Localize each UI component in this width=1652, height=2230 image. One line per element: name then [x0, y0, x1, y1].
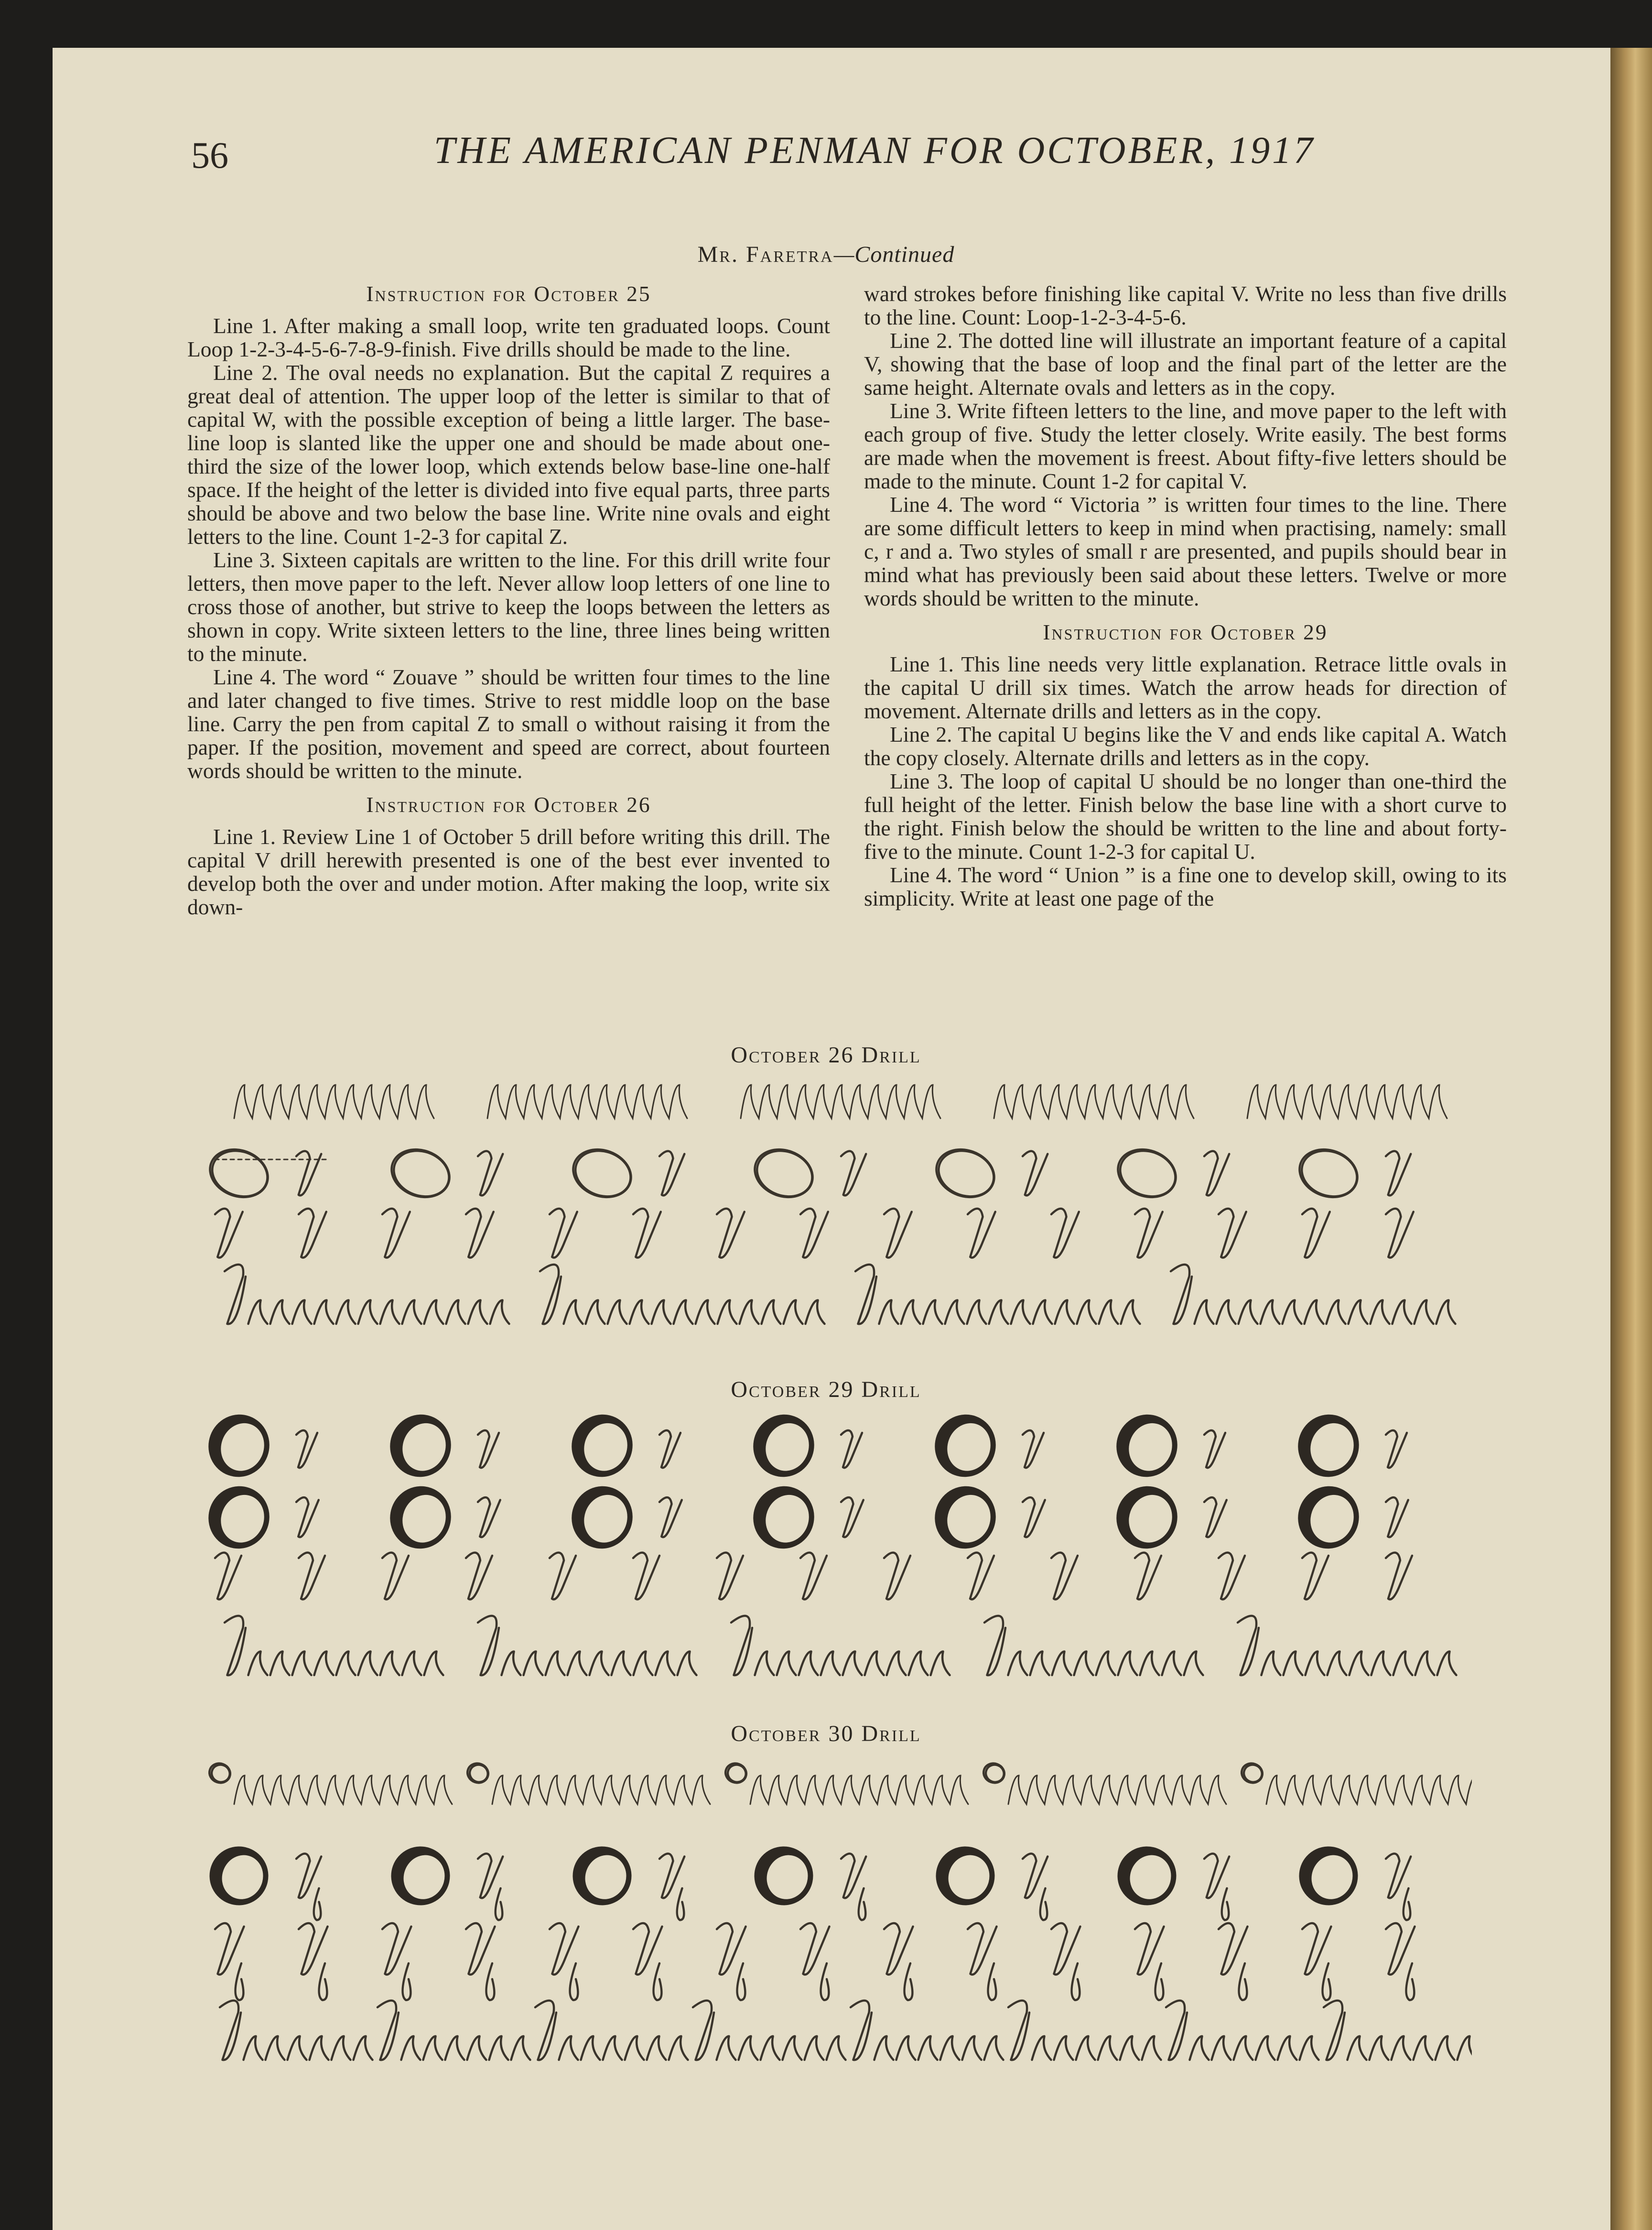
capital-v-letter	[884, 1209, 912, 1258]
u-oval-drill	[383, 1408, 457, 1483]
capital-v-letter	[1023, 1151, 1047, 1195]
oval-drill	[566, 1142, 637, 1205]
capital-y-letter	[1386, 1923, 1415, 2000]
you-word	[693, 2001, 846, 2060]
u-oval-drill	[565, 1408, 639, 1483]
capital-u-letter	[215, 1553, 241, 1600]
capital-u-letter	[884, 1553, 910, 1600]
capital-y-letter	[382, 1923, 411, 2000]
capital-y-letter	[717, 1923, 746, 2000]
you-word	[1008, 2001, 1161, 2060]
oct25-line-1: Line 1. After making a small loop, write ten graduated loops. Count Loop 1-2-3-4-5-6-7-8-9-finish. Five drills should be made to the line.	[187, 314, 830, 361]
capital-y-letter	[841, 1853, 866, 1920]
oct29-drill-plate	[205, 1407, 1472, 1704]
union-word	[1238, 1616, 1457, 1675]
oct26-line-2: Line 2. The dotted line will illustrate an important feature of a capital V, showing that the base of loop and the final part of the letter are the same height. Alternate ovals and letters as in the copy.	[864, 328, 1507, 400]
capital-y-letter	[215, 1923, 244, 2000]
y-drill-row	[750, 1775, 968, 1804]
capital-v-letter	[800, 1209, 828, 1258]
page-number: 56	[191, 134, 228, 176]
union-word	[478, 1616, 697, 1675]
oct29-line-2: Line 2. The capital U begins like the V and ends like capital A. Watch the copy closely. Alternate drills and letters as in the copy.	[864, 722, 1507, 770]
capital-u-letter	[299, 1553, 325, 1600]
v-loop-drill-row	[1247, 1085, 1447, 1118]
capital-u-small	[296, 1430, 317, 1468]
heading-october-29: Instruction for October 29	[1043, 620, 1328, 644]
you-word	[220, 2001, 373, 2060]
capital-u-letter	[659, 1497, 682, 1537]
capital-u-small	[841, 1430, 862, 1468]
heading-october-25: Instruction for October 25	[366, 281, 651, 306]
u-oval-drill	[205, 1408, 276, 1483]
capital-y-letter	[478, 1853, 503, 1920]
capital-v-letter	[550, 1209, 577, 1258]
capital-v-letter	[1135, 1209, 1163, 1258]
capital-y-letter	[1219, 1923, 1248, 2000]
capital-y-letter	[1204, 1853, 1229, 1920]
y-drill-row	[234, 1775, 452, 1804]
start-loop	[464, 1761, 491, 1786]
capital-v-letter	[659, 1151, 684, 1195]
start-loop	[981, 1761, 1007, 1786]
capital-u-letter	[841, 1497, 864, 1537]
capital-u-small	[478, 1430, 499, 1468]
capital-y-letter	[1051, 1923, 1080, 2000]
capital-v-letter	[1204, 1151, 1229, 1195]
y-drill-row	[1008, 1775, 1226, 1804]
capital-y-letter	[1135, 1923, 1164, 2000]
you-word	[851, 2001, 1004, 2060]
capital-u-small	[1023, 1430, 1044, 1468]
oct26-line-1-continued: ward strokes before finishing like capital V. Write no less than five drills to the line. Count: Loop-1-2-3-4-5-6.	[864, 281, 1507, 329]
capital-u-small	[1204, 1430, 1225, 1468]
capital-u-letter	[550, 1553, 576, 1600]
capital-y-letter	[659, 1853, 684, 1920]
victoria-word	[540, 1265, 825, 1324]
heading-october-26: Instruction for October 26	[366, 792, 651, 817]
capital-y-letter	[299, 1923, 328, 2000]
capital-v-letter	[1219, 1209, 1246, 1258]
oct26-drill-label: October 26 Drill	[731, 1042, 921, 1068]
capital-v-letter	[478, 1151, 503, 1195]
capital-v-letter	[841, 1151, 866, 1195]
book-binding-edge	[1610, 48, 1652, 2230]
capital-y-letter	[1302, 1923, 1331, 2000]
capital-u-small	[659, 1430, 680, 1468]
oval-drill	[748, 1840, 820, 1912]
capital-u-letter	[717, 1553, 743, 1600]
capital-v-letter	[382, 1209, 410, 1258]
y-drill-row	[1266, 1775, 1472, 1804]
capital-v-letter	[299, 1209, 326, 1258]
oval-drill	[928, 1480, 1002, 1555]
capital-v-letter	[717, 1209, 745, 1258]
v-loop-drill-row	[234, 1085, 434, 1118]
oct26-penmanship-plate	[205, 1075, 1472, 1353]
capital-v-letter	[1386, 1151, 1411, 1195]
oval-drill	[929, 1142, 1001, 1205]
oval-drill	[205, 1142, 275, 1205]
oval-drill	[748, 1142, 819, 1205]
oct29-line-1: Line 1. This line needs very little explanation. Retrace little ovals in the capital U drill six times. Watch the arrow heads for direction of movement. Alternate drills and letters as in the copy.	[864, 652, 1507, 723]
oct30-drill-plate	[205, 1754, 1472, 2089]
oct29-drill-label: October 29 Drill	[731, 1377, 921, 1402]
capital-v-letter	[215, 1209, 243, 1258]
oval-drill	[1112, 1840, 1183, 1912]
you-word	[378, 2001, 530, 2060]
oval-drill	[205, 1840, 274, 1912]
right-column	[864, 282, 1507, 910]
capital-y-letter	[884, 1923, 913, 2000]
byline	[0, 241, 1652, 268]
capital-v-letter	[968, 1209, 995, 1258]
capital-u-letter	[1386, 1553, 1412, 1600]
start-loop	[206, 1761, 233, 1786]
capital-y-letter	[968, 1923, 997, 2000]
left-column	[187, 282, 830, 919]
oct26-line-4: Line 4. The word “ Victoria ” is written four times to the line. There are some difficult letters to keep in mind when practising, namely: small c, r and a. Two styles of small r are presented, and pupils should bear in mind what has previously been said about these letters. Twelve or more words should be written to the minute.	[864, 492, 1507, 610]
capital-u-letter	[633, 1553, 659, 1600]
oct29-penmanship-plate	[205, 1407, 1472, 1704]
v-loop-drill-row	[741, 1085, 940, 1118]
oval-drill	[385, 1840, 456, 1912]
capital-v-letter	[466, 1209, 494, 1258]
oct25-line-3: Line 3. Sixteen capitals are written to the line. For this drill write four letters, then move paper to the left. Never allow loop letters of one line to cross those of another, but strive to keep the loops between the letters as shown in copy. Write sixteen letters to the line, three lines being written to the minute.	[187, 548, 830, 666]
capital-y-letter	[296, 1853, 321, 1920]
oct25-line-2: Line 2. The oval needs no explanation. But the capital Z requires a great deal of attention. The upper loop of the letter is similar to that of capital W, with the possible exception of being a little larger. The base-line loop is slanted like the upper one and should be made about one-third the size of the lower loop, which extends below base-line one-half space. If the height of the letter is divided into five equal parts, three parts should be above and two below the base line. Write nine ovals and eight letters to the line. Count 1-2-3 for capital Z.	[187, 360, 830, 549]
you-word	[1324, 2001, 1472, 2060]
capital-v-letter	[1302, 1209, 1330, 1258]
capital-v-letter	[633, 1209, 661, 1258]
oct25-line-4: Line 4. The word “ Zouave ” should be written four times to the line and later changed to five times. Strive to rest middle loop on the base line. Carry the pen from capital Z to small o without raising it from the paper. If the position, movement and speed are correct, about fourteen words should be written to the minute.	[187, 665, 830, 783]
byline-suffix: —Continued	[833, 242, 955, 267]
capital-u-letter	[1386, 1497, 1408, 1537]
oct29-line-4: Line 4. The word “ Union ” is a fine one to develop skill, owing to its simplicity. Write at least one page of the	[864, 863, 1507, 910]
capital-v-letter	[296, 1151, 321, 1195]
oct30-drill-label: October 30 Drill	[731, 1721, 921, 1746]
v-loop-drill-row	[994, 1085, 1194, 1118]
capital-y-letter	[466, 1923, 495, 2000]
oval-drill	[565, 1480, 639, 1555]
capital-u-letter	[968, 1553, 994, 1600]
capital-u-letter	[1135, 1553, 1161, 1600]
oval-drill	[1111, 1142, 1182, 1205]
victoria-word	[855, 1265, 1140, 1324]
capital-u-letter	[478, 1497, 500, 1537]
byline-author: Mr. Faretra	[697, 242, 834, 267]
oval-drill	[746, 1480, 821, 1555]
capital-v-letter	[1051, 1209, 1079, 1258]
capital-u-letter	[800, 1553, 827, 1600]
oval-drill	[1293, 1142, 1364, 1205]
oct30-penmanship-plate	[205, 1754, 1472, 2089]
capital-y-letter	[550, 1923, 579, 2000]
capital-y-letter	[1023, 1853, 1047, 1920]
capital-y-letter	[633, 1923, 662, 2000]
u-oval-drill	[928, 1408, 1002, 1483]
oct26-line-1: Line 1. Review Line 1 of October 5 drill before writing this drill. The capital V drill herewith presented is one of the best ever invented to develop both the over and under motion. After making the loop, write six down-	[187, 824, 830, 919]
union-word	[731, 1616, 950, 1675]
y-drill-row	[492, 1775, 710, 1804]
u-oval-drill	[1291, 1408, 1365, 1483]
capital-y-letter	[1386, 1853, 1411, 1920]
oval-drill	[1291, 1480, 1365, 1555]
oct26-line-3: Line 3. Write fifteen letters to the line, and move paper to the left with each group of five. Study the letter closely. Write easily. The best forms are made when the movement is freest. About fifty-five letters should be made to the minute. Count 1-2 for capital V.	[864, 399, 1507, 493]
start-loop	[1239, 1761, 1265, 1786]
capital-y-letter	[800, 1923, 830, 2000]
oct29-line-3: Line 3. The loop of capital U should be no longer than one-third the full height of the letter. Finish below the base line with a short curve to the right. Finish below the should be written to the line and about forty-five to the minute. Count 1-2-3 for capital U.	[864, 769, 1507, 864]
you-word	[535, 2001, 688, 2060]
victoria-word	[1171, 1265, 1456, 1324]
capital-u-letter	[1204, 1497, 1227, 1537]
start-loop	[723, 1761, 749, 1786]
victoria-word	[225, 1265, 509, 1324]
capital-u-letter	[1219, 1553, 1245, 1600]
capital-v-letter	[1386, 1209, 1414, 1258]
oval-drill	[385, 1142, 456, 1205]
capital-u-letter	[1023, 1497, 1045, 1537]
capital-u-letter	[1302, 1553, 1328, 1600]
capital-u-letter	[382, 1553, 409, 1600]
journal-title: THE AMERICAN PENMAN FOR OCTOBER, 1917	[433, 130, 1316, 172]
capital-u-letter	[1051, 1553, 1078, 1600]
union-word	[984, 1616, 1203, 1675]
union-word	[225, 1616, 443, 1675]
oval-drill	[930, 1840, 1001, 1912]
u-oval-drill	[746, 1408, 821, 1483]
capital-u-small	[1386, 1430, 1407, 1468]
running-head	[191, 129, 1558, 182]
oval-drill	[1110, 1480, 1184, 1555]
oval-drill	[383, 1480, 457, 1555]
you-word	[1166, 2001, 1319, 2060]
oval-drill	[1293, 1840, 1364, 1912]
oval-drill	[567, 1840, 638, 1912]
u-oval-drill	[1110, 1408, 1184, 1483]
capital-u-letter	[466, 1553, 492, 1600]
v-loop-drill-row	[487, 1085, 687, 1118]
oct26-drill-plate	[205, 1075, 1472, 1353]
oval-drill	[205, 1480, 276, 1555]
capital-u-letter	[296, 1497, 319, 1537]
